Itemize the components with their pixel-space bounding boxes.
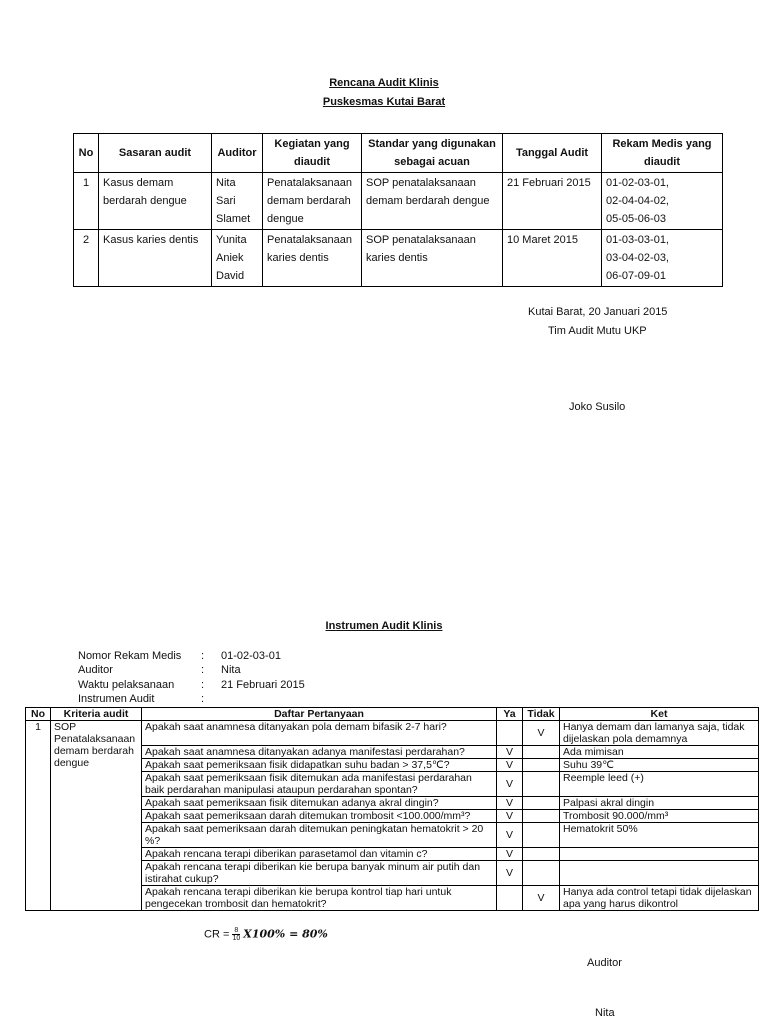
auditor-name: Yunita: [216, 234, 247, 246]
cr-formula: [204, 927, 328, 942]
plan-subtitle: Puskesmas Kutai Barat: [322, 96, 446, 108]
row-criteria: SOP Penatalaksanaan demam berdarah dengue: [51, 721, 142, 911]
table-row: [26, 721, 759, 746]
place-date: Kutai Barat, 20 Januari 2015: [528, 306, 668, 318]
question-text: Apakah saat pemeriksaan darah ditemukan peningkatan hematokrit > 20 %?: [142, 823, 497, 848]
question-text: Apakah rencana terapi diberikan kie berupa kontrol tiap hari untuk pengecekan trombosit dan hematokrit?: [142, 886, 497, 911]
table-row: [74, 230, 723, 287]
instrument-signer-role: Auditor: [587, 957, 622, 969]
answer-yes: V: [497, 848, 523, 861]
auditor-name: Aniek: [216, 252, 244, 264]
answer-yes: V: [497, 810, 523, 823]
header-records: Rekam Medis yang diaudit: [602, 134, 723, 173]
cr-denominator: 10: [232, 935, 241, 942]
question-text: Apakah saat anamnesa ditanyakan adanya manifestasi perdarahan?: [142, 746, 497, 759]
row-date: 21 Februari 2015: [503, 173, 602, 230]
answer-notes: [560, 861, 759, 886]
header-notes: Ket: [560, 708, 759, 721]
instrument-title: Instrumen Audit Klinis: [325, 620, 443, 632]
header-standard: Standar yang digunakan sebagai acuan: [362, 134, 503, 173]
row-no: 1: [74, 173, 99, 230]
record-id: 01-03-03-01,: [606, 234, 669, 246]
row-no: 1: [26, 721, 51, 911]
row-target: Kasus karies dentis: [99, 230, 212, 287]
answer-no: [523, 759, 560, 772]
row-date: 10 Maret 2015: [503, 230, 602, 287]
info-label: Nomor Rekam Medis: [78, 650, 182, 662]
row-records: [602, 173, 723, 230]
info-colon: :: [201, 664, 205, 676]
info-value: 21 Februari 2015: [221, 679, 305, 691]
plan-signer: Joko Susilo: [569, 401, 626, 413]
cr-fraction: [232, 927, 240, 942]
answer-notes: Trombosit 90.000/mm³: [560, 810, 759, 823]
auditor-name: Slamet: [216, 213, 251, 225]
info-colon: :: [201, 679, 205, 691]
info-label: Waktu pelaksanaan: [78, 679, 175, 691]
answer-yes: V: [497, 746, 523, 759]
record-id: 01-02-03-01,: [606, 177, 669, 189]
row-standard: SOP penatalaksanaan demam berdarah dengue: [362, 173, 503, 230]
answer-no: [523, 772, 560, 797]
answer-notes: Hanya ada control tetapi tidak dijelaskan apa yang harus dikontrol: [560, 886, 759, 911]
audit-instrument-table: [25, 707, 759, 911]
auditor-name: David: [216, 270, 245, 282]
info-colon: :: [201, 650, 205, 662]
info-value: 01-02-03-01: [221, 650, 281, 662]
answer-yes: V: [497, 823, 523, 848]
instrument-signer-name: Nita: [595, 1007, 615, 1019]
cr-numerator: 8: [234, 927, 239, 934]
answer-no: [523, 848, 560, 861]
answer-yes: V: [497, 797, 523, 810]
cr-prefix: CR =: [204, 928, 233, 941]
answer-no: [523, 746, 560, 759]
cr-result: X100% = 80%: [243, 927, 328, 941]
answer-notes: Ada mimisan: [560, 746, 759, 759]
header-date: Tanggal Audit: [503, 134, 602, 173]
question-text: Apakah rencana terapi diberikan kie berupa banyak minum air putih dan istirahat cukup?: [142, 861, 497, 886]
row-auditor: [212, 173, 263, 230]
audit-plan-table: [73, 133, 723, 287]
row-activity: Penatalaksanaan karies dentis: [263, 230, 362, 287]
row-standard: SOP penatalaksanaan karies dentis: [362, 230, 503, 287]
answer-notes: Reemple leed (+): [560, 772, 759, 797]
header-criteria: Kriteria audit: [51, 708, 142, 721]
record-id: 03-04-02-03,: [606, 252, 669, 264]
row-activity: Penatalaksanaan demam berdarah dengue: [263, 173, 362, 230]
info-label: Auditor: [78, 664, 113, 676]
row-auditor: [212, 230, 263, 287]
answer-yes: V: [497, 861, 523, 886]
record-id: 06-07-09-01: [606, 270, 666, 282]
plan-title: Rencana Audit Klinis: [329, 77, 439, 89]
team-name: Tim Audit Mutu UKP: [548, 325, 647, 337]
answer-no: V: [523, 721, 560, 746]
header-yes: Ya: [497, 708, 523, 721]
row-no: 2: [74, 230, 99, 287]
row-records: [602, 230, 723, 287]
question-text: Apakah saat pemeriksaan fisik didapatkan suhu badan > 37,5℃?: [142, 759, 497, 772]
table-row: [74, 173, 723, 230]
answer-notes: Palpasi akral dingin: [560, 797, 759, 810]
info-value: Nita: [221, 664, 241, 676]
question-text: Apakah saat pemeriksaan fisik ditemukan ada manifestasi perdarahan baik perdarahan manipulasi ataupun perdarahan spontan?: [142, 772, 497, 797]
row-target: Kasus demam berdarah dengue: [99, 173, 212, 230]
answer-notes: [560, 848, 759, 861]
audit-table-body: [26, 721, 759, 911]
auditor-name: Nita: [216, 177, 236, 189]
answer-no: [523, 861, 560, 886]
header-no: No: [26, 708, 51, 721]
header-no: No: [74, 134, 99, 173]
question-text: Apakah saat pemeriksaan darah ditemukan trombosit <100.000/mm³?: [142, 810, 497, 823]
header-auditor: Auditor: [212, 134, 263, 173]
table-header-row: [26, 708, 759, 721]
answer-yes: [497, 886, 523, 911]
record-id: 02-04-04-02,: [606, 195, 669, 207]
record-id: 05-05-06-03: [606, 213, 666, 225]
header-target: Sasaran audit: [99, 134, 212, 173]
header-questions: Daftar Pertanyaan: [142, 708, 497, 721]
answer-no: [523, 823, 560, 848]
info-colon: :: [201, 693, 205, 705]
answer-notes: Suhu 39℃: [560, 759, 759, 772]
answer-no: [523, 797, 560, 810]
question-text: Apakah rencana terapi diberikan parasetamol dan vitamin c?: [142, 848, 497, 861]
auditor-name: Sari: [216, 195, 236, 207]
info-label: Instrumen Audit: [78, 693, 155, 705]
answer-yes: V: [497, 772, 523, 797]
question-text: Apakah saat pemeriksaan fisik ditemukan adanya akral dingin?: [142, 797, 497, 810]
answer-yes: V: [497, 759, 523, 772]
answer-notes: Hanya demam dan lamanya saja, tidak dijelaskan pola demamnya: [560, 721, 759, 746]
table-header-row: [74, 134, 723, 173]
answer-no: V: [523, 886, 560, 911]
answer-yes: [497, 721, 523, 746]
header-activity: Kegiatan yang diaudit: [263, 134, 362, 173]
answer-notes: Hematokrit 50%: [560, 823, 759, 848]
answer-no: [523, 810, 560, 823]
header-no-answer: Tidak: [523, 708, 560, 721]
question-text: Apakah saat anamnesa ditanyakan pola demam bifasik 2-7 hari?: [142, 721, 497, 746]
